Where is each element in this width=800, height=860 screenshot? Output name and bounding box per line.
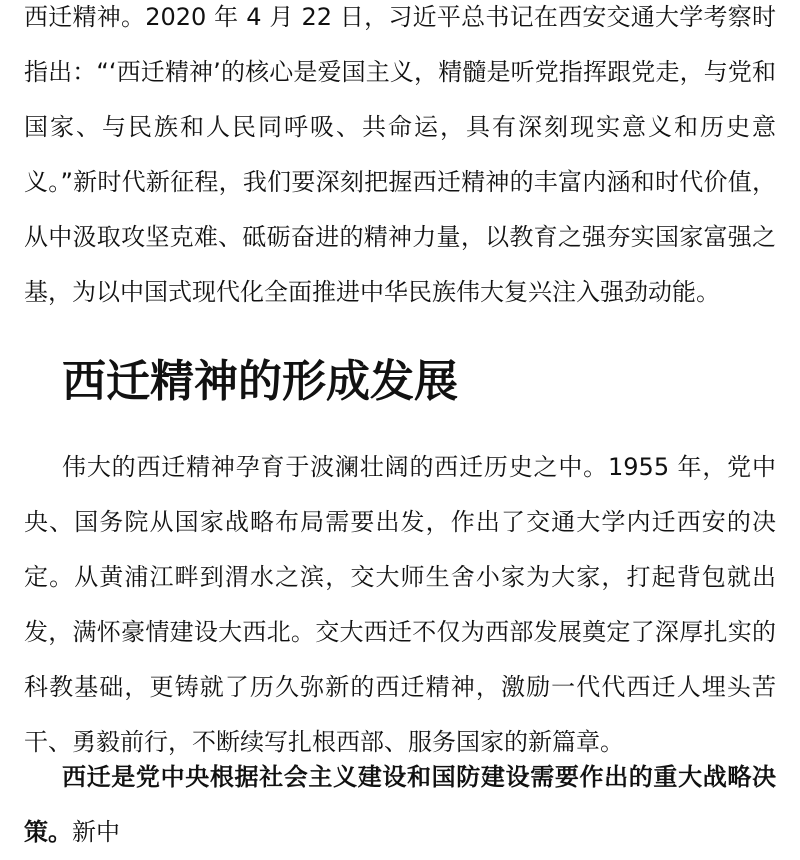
text-line: 院从国家战略布局需要出发，作出了交通大学内迁西安的决定。从黄浦江畔到渭 xyxy=(24,508,777,591)
text-line: 迁精神’的核心是爱国主义，精髓是听党指挥跟党走，与党和国家、与民族和人 xyxy=(24,58,776,141)
section-heading: 西迁精神的形成发展 xyxy=(62,356,458,407)
text-line: 水之滨，交大师生舍小家为大家，打起背包就出发，满怀豪情建设大西北。交大 xyxy=(24,563,777,646)
text-line: 兴注入强劲动能。 xyxy=(528,278,720,306)
bold-lead-sentence: 西迁是党中央根据社会主义建设和国防建设需要作出的重大战略决策。 xyxy=(24,763,776,846)
text-line: 量，以教育之强夯实国家富强之基，为以中国式现代化全面推进中华民族伟大复 xyxy=(24,223,777,306)
text-continuation: 新中 xyxy=(72,818,120,846)
text-line: 激励一代代西迁人埋头苦干、勇毅前行，不断续写扎根西部、服务国家的新篇章。 xyxy=(24,673,777,756)
text-line: 民同呼吸、共命运，具有深刻现实意义和历史意义。”新时代新征程，我们要深 xyxy=(24,113,776,196)
paragraph-history xyxy=(24,440,776,770)
text-line: 刻把握西迁精神的丰富内涵和时代价值，从中汲取攻坚克难、砥砺奋进的精神力 xyxy=(24,168,777,251)
paragraph-intro xyxy=(24,0,776,320)
text-line: 伟大的西迁精神孕育于波澜壮阔的西迁历史之中。1955 年，党中央、国务 xyxy=(24,453,776,536)
text-line: 西迁精神。2020 年 4 月 22 日，习近平总书记在西安交通大学考察时指出：“‘西 xyxy=(24,3,776,86)
paragraph-decision xyxy=(24,750,776,860)
text-line: 西迁不仅为西部发展奠定了深厚扎实的科教基础，更铸就了历久弥新的西迁精神， xyxy=(24,618,776,701)
